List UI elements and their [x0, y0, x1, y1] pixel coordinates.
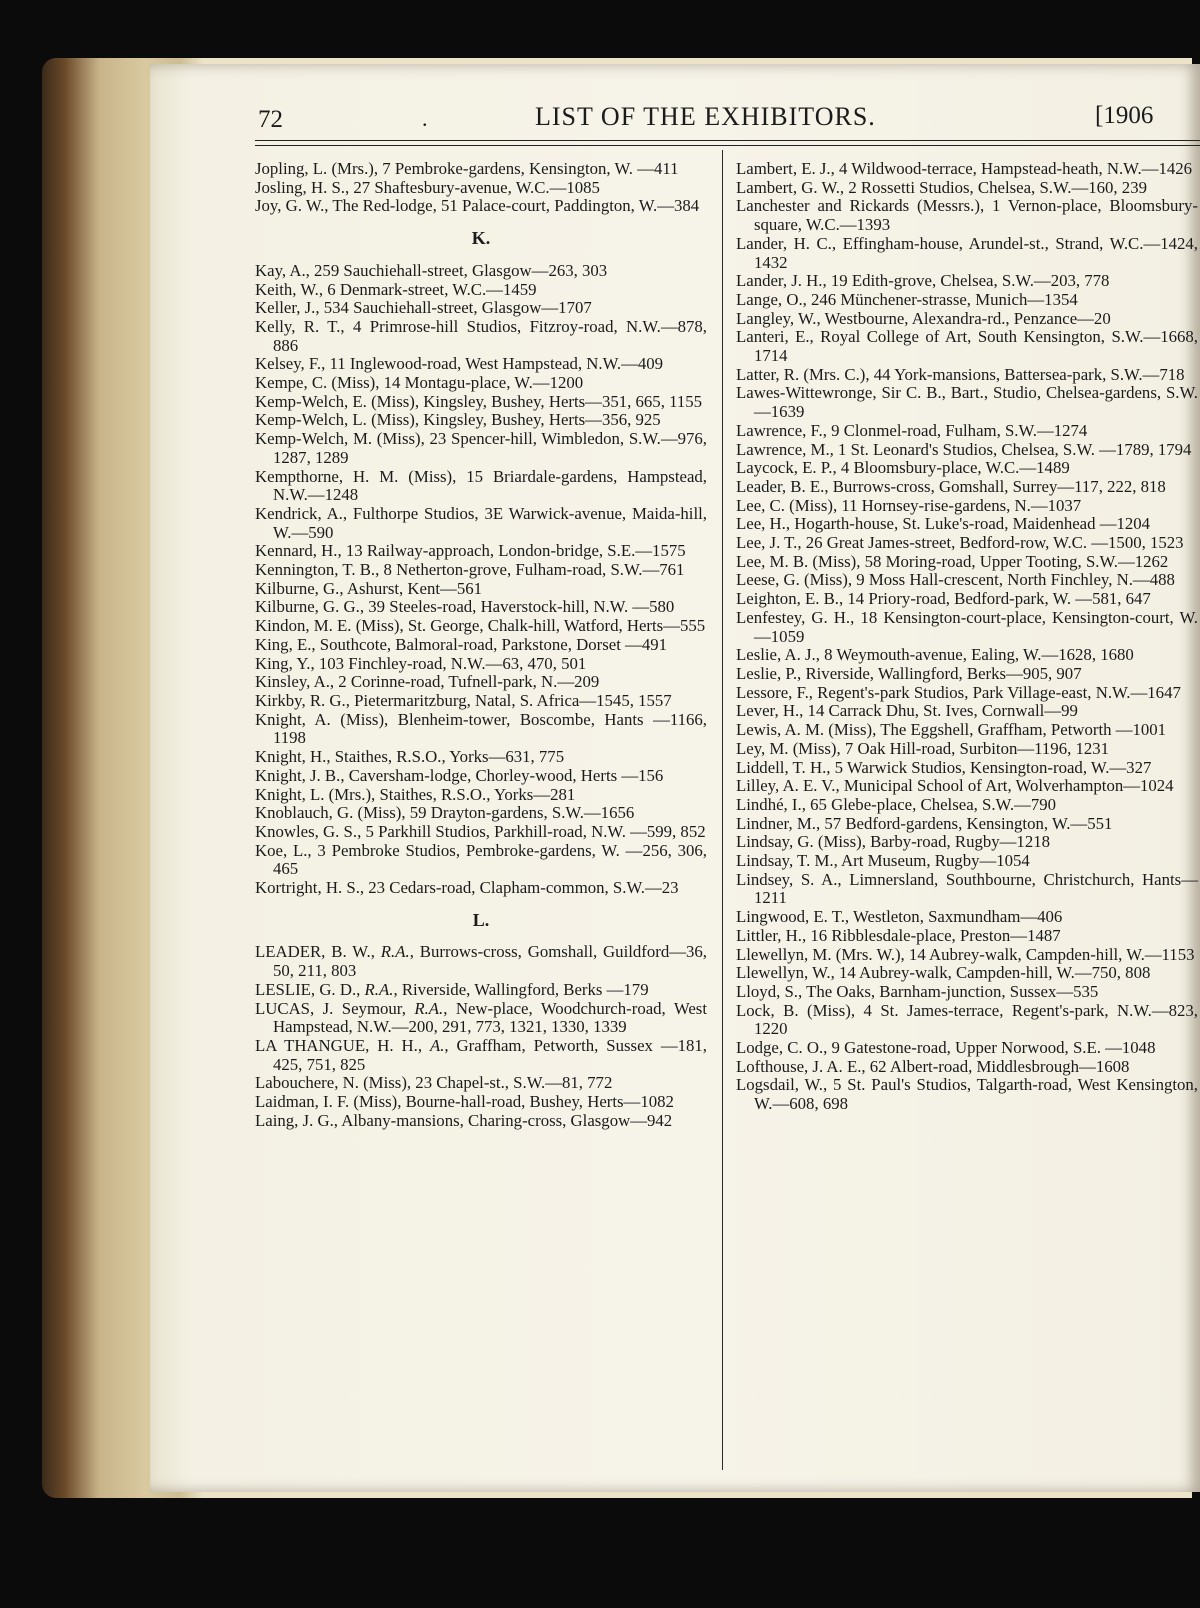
list-item: Josling, H. S., 27 Shaftesbury-avenue, W.C.—1085	[255, 177, 600, 197]
entry-title: R.A.	[380, 942, 410, 962]
list-item: Lee, M. B. (Miss), 58 Moring-road, Upper Tooting, S.W.—1262	[736, 551, 1169, 571]
list-item: Kemp-Welch, L. (Miss), Kingsley, Bushey, Herts—356, 925	[255, 410, 661, 430]
list-item: Knight, A. (Miss), Blenheim-tower, Boscombe, Hants —1166, 1198	[255, 709, 707, 748]
list-item: Kirkby, R. G., Pietermaritzburg, Natal, S. Africa—1545, 1557	[255, 690, 672, 710]
right-column	[736, 160, 1198, 1114]
list-item: Knight, L. (Mrs.), Staithes, R.S.O., Yorks—281	[255, 784, 576, 804]
list-item: Lambert, G. W., 2 Rossetti Studios, Chelsea, S.W.—160, 239	[736, 177, 1147, 197]
page-title: LIST OF THE EXHIBITORS.	[535, 102, 876, 131]
column-divider	[722, 150, 723, 1470]
list-item: Lindner, M., 57 Bedford-gardens, Kensington, W.—551	[736, 813, 1113, 833]
list-item: Lee, H., Hogarth-house, St. Luke's-road, Maidenhead —1204	[736, 514, 1151, 534]
list-item: Lindhé, I., 65 Glebe-place, Chelsea, S.W.—790	[736, 794, 1057, 814]
list-item: Leader, B. E., Burrows-cross, Gomshall, Surrey—117, 222, 818	[736, 476, 1166, 496]
entry-title: R.A.	[414, 998, 444, 1018]
list-item: Lee, J. T., 26 Great James-street, Bedford-row, W.C. —1500, 1523	[736, 533, 1184, 553]
list-item: Keith, W., 6 Denmark-street, W.C.—1459	[255, 279, 537, 299]
list-item: Kilburne, G., Ashurst, Kent—561	[255, 578, 482, 598]
entry-details: , Riverside, Wallingford, Berks —179	[393, 979, 649, 999]
list-item: Lodge, C. O., 9 Gatestone-road, Upper Norwood, S.E. —1048	[736, 1038, 1156, 1058]
associate-entry	[255, 1037, 707, 1074]
list-item: Labouchere, N. (Miss), 23 Chapel-st., S.W.—81, 772	[255, 1073, 613, 1093]
list-item: Kennington, T. B., 8 Netherton-grove, Fulham-road, S.W.—761	[255, 560, 685, 580]
header-year: [1906	[1095, 102, 1154, 129]
entry-name: LEADER, B. W.,	[255, 942, 381, 962]
list-item: Leslie, A. J., 8 Weymouth-avenue, Ealing, W.—1628, 1680	[736, 645, 1134, 665]
list-item: Llewellyn, W., 14 Aubrey-walk, Campden-hill, W.—750, 808	[736, 963, 1151, 983]
list-item: Lander, J. H., 19 Edith-grove, Chelsea, S.W.—203, 778	[736, 271, 1110, 291]
entry-title: R.A.	[364, 979, 394, 999]
list-item: Laing, J. G., Albany-mansions, Charing-cross, Glasgow—942	[255, 1110, 673, 1130]
list-item: Lander, H. C., Effingham-house, Arundel-st., Strand, W.C.—1424, 1432	[736, 233, 1198, 272]
section-heading-k: K.	[471, 228, 491, 249]
list-item: Lawrence, F., 9 Clonmel-road, Fulham, S.W.—1274	[736, 420, 1088, 440]
entry-details: , Graffham, Petworth, Sussex —181, 425, 751, 825	[273, 1035, 707, 1074]
list-item: Latter, R. (Mrs. C.), 44 York-mansions, Battersea-park, S.W.—718	[736, 364, 1185, 384]
list-item: King, E., Southcote, Balmoral-road, Parkstone, Dorset —491	[255, 634, 668, 654]
list-item: Knowles, G. S., 5 Parkhill Studios, Parkhill-road, N.W. —599, 852	[255, 821, 706, 841]
list-item: Ley, M. (Miss), 7 Oak Hill-road, Surbiton—1196, 1231	[736, 738, 1110, 758]
list-item: Kennard, H., 13 Railway-approach, London-bridge, S.E.—1575	[255, 541, 686, 561]
entry-details: , Burrows-cross, Gomshall, Guildford—36, 50, 211, 803	[273, 942, 707, 981]
list-item: Leese, G. (Miss), 9 Moss Hall-crescent, North Finchley, N.—488	[736, 570, 1175, 590]
list-item: Lawes-Wittewronge, Sir C. B., Bart., Studio, Chelsea-gardens, S.W.—1639	[736, 383, 1198, 422]
list-item: Lilley, A. E. V., Municipal School of Art, Wolverhampton—1024	[736, 776, 1174, 796]
list-item: Koe, L., 3 Pembroke Studios, Pembroke-gardens, W. —256, 306, 465	[255, 840, 707, 879]
list-item: Littler, H., 16 Ribblesdale-place, Preston—1487	[736, 925, 1061, 945]
list-item: Jopling, L. (Mrs.), 7 Pembroke-gardens, Kensington, W. —411	[255, 159, 679, 178]
header-dot: .	[422, 106, 428, 131]
list-item: Lock, B. (Miss), 4 St. James-terrace, Regent's-park, N.W.—823, 1220	[736, 1000, 1198, 1039]
list-item: Kemp-Welch, M. (Miss), 23 Spencer-hill, Wimbledon, S.W.—976, 1287, 1289	[255, 429, 707, 467]
list-item: Lindsay, T. M., Art Museum, Rugby—1054	[736, 851, 1030, 871]
list-item: Logsdail, W., 5 St. Paul's Studios, Talgarth-road, West Kensington, W.—608, 698	[736, 1075, 1198, 1114]
list-item: Kilburne, G. G., 39 Steeles-road, Haverstock-hill, N.W. —580	[255, 597, 675, 617]
academician-entry	[255, 943, 707, 980]
list-item: Joy, G. W., The Red-lodge, 51 Palace-court, Paddington, W.—384	[255, 196, 700, 216]
list-item: Kelsey, F., 11 Inglewood-road, West Hampstead, N.W.—409	[255, 354, 664, 374]
book-page	[150, 64, 1200, 1492]
list-item: Laidman, I. F. (Miss), Bourne-hall-road, Bushey, Herts—1082	[255, 1092, 674, 1112]
list-item: Lawrence, M., 1 St. Leonard's Studios, Chelsea, S.W. —1789, 1794	[736, 439, 1192, 459]
list-item: Lewis, A. M. (Miss), The Eggshell, Graffham, Petworth —1001	[736, 720, 1167, 740]
list-item: Lindsay, G. (Miss), Barby-road, Rugby—1218	[736, 832, 1050, 852]
list-item: Kindon, M. E. (Miss), St. George, Chalk-hill, Watford, Herts—555	[255, 616, 706, 636]
list-item: Keller, J., 534 Sauchiehall-street, Glasgow—1707	[255, 298, 592, 318]
list-item: Laycock, E. P., 4 Bloomsbury-place, W.C.—1489	[736, 458, 1070, 478]
list-item: Lloyd, S., The Oaks, Barnham-junction, Sussex—535	[736, 981, 1099, 1001]
list-item: Leslie, P., Riverside, Wallingford, Berks—905, 907	[736, 663, 1082, 683]
list-item: Lange, O., 246 Münchener-strasse, Munich—1354	[736, 289, 1078, 309]
list-item: Liddell, T. H., 5 Warwick Studios, Kensington-road, W.—327	[736, 757, 1152, 777]
list-item: Kinsley, A., 2 Corinne-road, Tufnell-park, N.—209	[255, 672, 600, 692]
list-item: Lanteri, E., Royal College of Art, South Kensington, S.W.—1668, 1714	[736, 327, 1198, 366]
list-item: Lofthouse, J. A. E., 62 Albert-road, Middlesbrough—1608	[736, 1056, 1130, 1076]
list-item: King, Y., 103 Finchley-road, N.W.—63, 470, 501	[255, 653, 587, 673]
list-item: Kempe, C. (Miss), 14 Montagu-place, W.—1200	[255, 373, 584, 393]
academician-entry	[255, 1000, 707, 1037]
header-rule-bottom	[255, 145, 1200, 146]
header-rule-top	[255, 140, 1200, 141]
list-item: Lessore, F., Regent's-park Studios, Park Village-east, N.W.—1647	[736, 682, 1181, 702]
list-item: Kemp-Welch, E. (Miss), Kingsley, Bushey, Herts—351, 665, 1155	[255, 391, 703, 411]
list-item: Knight, H., Staithes, R.S.O., Yorks—631, 775	[255, 747, 565, 767]
list-item: Lingwood, E. T., Westleton, Saxmundham—406	[736, 907, 1063, 927]
list-item: Kempthorne, H. M. (Miss), 15 Briardale-gardens, Hampstead, N.W.—1248	[255, 466, 707, 505]
page-header	[150, 102, 1200, 142]
list-item: Lenfestey, G. H., 18 Kensington-court-place, Kensington-court, W.—1059	[736, 607, 1198, 646]
page-number: 72	[258, 106, 283, 133]
list-item: Kortright, H. S., 23 Cedars-road, Clapham-common, S.W.—23	[255, 878, 679, 898]
list-item: Lindsey, S. A., Limnersland, Southbourne, Christchurch, Hants—1211	[736, 869, 1198, 908]
list-item: Kendrick, A., Fulthorpe Studios, 3E Warwick-avenue, Maida-hill, W.—590	[255, 503, 707, 542]
list-item: Leighton, E. B., 14 Priory-road, Bedford-park, W. —581, 647	[736, 589, 1151, 609]
list-item: Lever, H., 14 Carrack Dhu, St. Ives, Cornwall—99	[736, 701, 1078, 721]
left-column	[255, 160, 707, 1130]
entry-name: LUCAS, J. Seymour,	[255, 998, 415, 1018]
list-item: Kelly, R. T., 4 Primrose-hill Studios, Fitzroy-road, N.W.—878, 886	[255, 316, 707, 355]
list-item: Lambert, E. J., 4 Wildwood-terrace, Hampstead-heath, N.W.—1426	[736, 159, 1193, 178]
entry-title: A.	[429, 1035, 445, 1055]
academician-entry	[255, 981, 707, 1000]
list-item: Lee, C. (Miss), 11 Hornsey-rise-gardens, N.—1037	[736, 495, 1082, 515]
list-item: Langley, W., Westbourne, Alexandra-rd., Penzance—20	[736, 308, 1111, 328]
list-item: Lanchester and Rickards (Messrs.), 1 Vernon-place, Bloomsbury-square, W.C.—1393	[736, 196, 1198, 235]
entry-name: LA THANGUE, H. H.,	[255, 1035, 430, 1055]
list-item: Llewellyn, M. (Mrs. W.), 14 Aubrey-walk, Campden-hill, W.—1153	[736, 944, 1195, 964]
list-item: Knoblauch, G. (Miss), 59 Drayton-gardens, S.W.—1656	[255, 803, 635, 823]
list-item: Knight, J. B., Caversham-lodge, Chorley-wood, Herts —156	[255, 765, 664, 785]
entry-name: LESLIE, G. D.,	[255, 979, 365, 999]
section-heading-l: L.	[472, 909, 490, 930]
list-item: Kay, A., 259 Sauchiehall-street, Glasgow—263, 303	[255, 260, 608, 280]
entry-details: , New-place, Woodchurch-road, West Hampstead, N.W.—200, 291, 773, 1321, 1330, 1339	[273, 998, 707, 1037]
